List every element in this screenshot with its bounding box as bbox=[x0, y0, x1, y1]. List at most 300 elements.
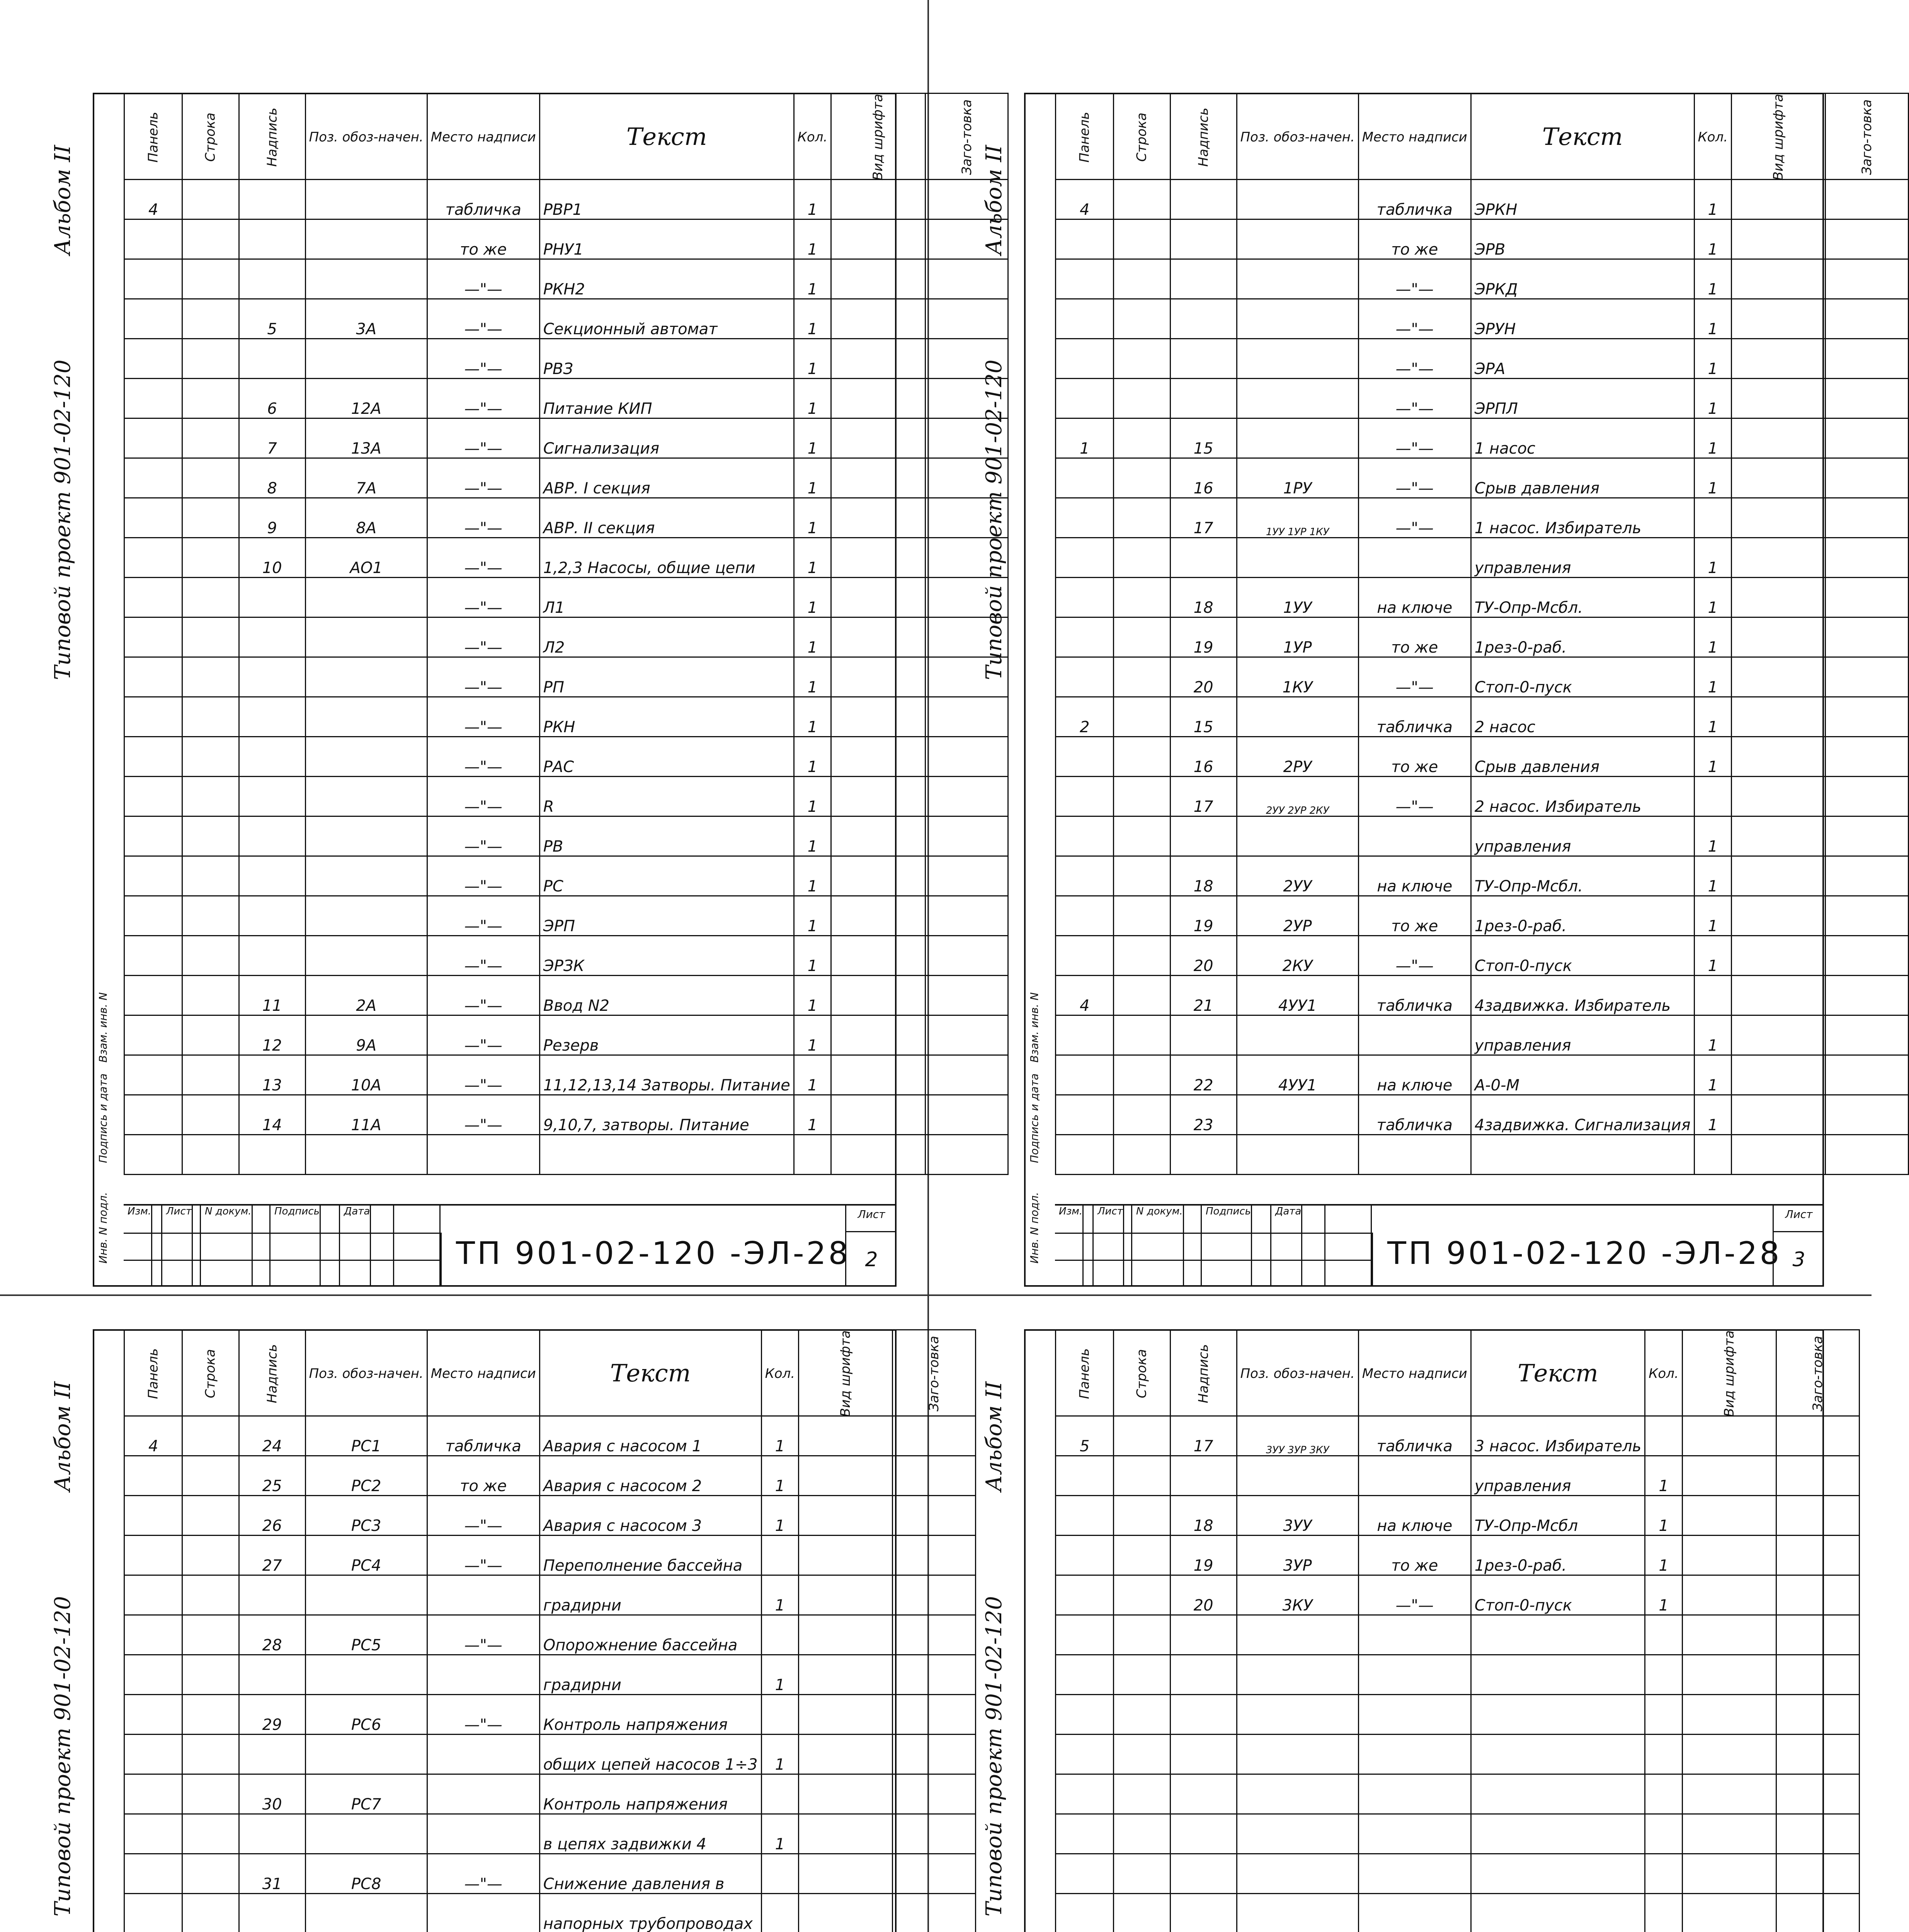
table-cell bbox=[761, 1774, 798, 1814]
table-cell bbox=[182, 1774, 239, 1814]
table-cell: 3 насос. Избиратель bbox=[1471, 1416, 1645, 1456]
table-cell bbox=[1056, 1496, 1114, 1536]
table-cell bbox=[1732, 498, 1826, 538]
table-cell bbox=[1776, 1655, 1860, 1695]
table-cell bbox=[124, 458, 182, 498]
table-cell bbox=[1471, 1774, 1645, 1814]
table-cell: Питание КИП bbox=[539, 379, 794, 418]
table-cell bbox=[1826, 1095, 1909, 1135]
side-stamp-label: Взам. инв. N bbox=[1028, 992, 1041, 1063]
table-cell bbox=[182, 1695, 239, 1735]
table-cell: 1 bbox=[761, 1814, 798, 1854]
table-cell bbox=[182, 896, 239, 936]
header-label: Строка bbox=[202, 112, 218, 162]
table-row bbox=[1056, 1015, 1909, 1055]
table-cell bbox=[1056, 1894, 1114, 1932]
header-label: Заго-товка bbox=[959, 99, 975, 175]
table-cell bbox=[831, 259, 925, 299]
table-cell bbox=[893, 1416, 976, 1456]
table-cell: РС bbox=[539, 856, 794, 896]
table-cell bbox=[305, 697, 427, 737]
table-cell bbox=[124, 657, 182, 697]
table-cell bbox=[1682, 1695, 1776, 1735]
sidebar-labels bbox=[982, 93, 1041, 1287]
table-cell bbox=[182, 697, 239, 737]
table-row bbox=[124, 1095, 1008, 1135]
table-cell bbox=[1732, 418, 1826, 458]
table-cell: 1 bbox=[794, 180, 831, 219]
table-row bbox=[1056, 339, 1909, 379]
table-cell bbox=[1732, 657, 1826, 697]
table-cell: 21 bbox=[1170, 976, 1237, 1015]
table-cell: табличка bbox=[1358, 976, 1471, 1015]
table-cell bbox=[1237, 379, 1358, 418]
table-row bbox=[1056, 657, 1909, 697]
table-row bbox=[124, 1055, 1008, 1095]
table-row bbox=[124, 737, 1008, 777]
table-cell: Переполнение бассейна bbox=[539, 1536, 761, 1575]
title-block-label: Дата bbox=[344, 1206, 371, 1287]
table-cell bbox=[182, 1416, 239, 1456]
table-cell bbox=[1732, 339, 1826, 379]
header-label: Строка bbox=[1134, 1349, 1150, 1398]
table-cell bbox=[831, 418, 925, 458]
table-cell: управления bbox=[1471, 1456, 1645, 1496]
table-cell: Секционный автомат bbox=[539, 299, 794, 339]
table-cell bbox=[831, 578, 925, 617]
table-cell bbox=[1645, 1695, 1682, 1735]
table-cell: 1 bbox=[761, 1655, 798, 1695]
table-cell bbox=[1826, 180, 1909, 219]
table-cell: 9,10,7, затворы. Питание bbox=[539, 1095, 794, 1135]
table-row bbox=[1056, 936, 1909, 976]
table-cell: 2УУ 2УР 2КУ bbox=[1237, 777, 1358, 816]
sheet-number: 3 bbox=[1792, 1248, 1805, 1271]
table-cell bbox=[124, 697, 182, 737]
table-cell bbox=[1114, 219, 1170, 259]
table-cell bbox=[1471, 1655, 1645, 1695]
header-inscription bbox=[1170, 1330, 1237, 1416]
table-cell: 1 bbox=[1694, 697, 1731, 737]
table-cell bbox=[1114, 816, 1170, 856]
table-cell bbox=[831, 697, 925, 737]
table-cell bbox=[1170, 259, 1237, 299]
table-row bbox=[1056, 737, 1909, 777]
table-cell bbox=[124, 617, 182, 657]
table-cell: 19 bbox=[1170, 1536, 1237, 1575]
table-cell: РС8 bbox=[305, 1854, 427, 1894]
table-cell bbox=[1237, 697, 1358, 737]
table-cell: —"— bbox=[1358, 259, 1471, 299]
table-cell bbox=[1682, 1575, 1776, 1615]
table-cell: табличка bbox=[1358, 1416, 1471, 1456]
title-block-label: N докум. bbox=[1136, 1206, 1184, 1287]
table-cell bbox=[1170, 219, 1237, 259]
header-text bbox=[1471, 1330, 1645, 1416]
table-cell: РП bbox=[539, 657, 794, 697]
header-font bbox=[799, 1330, 893, 1416]
table-cell bbox=[305, 1894, 427, 1932]
table-cell bbox=[799, 1456, 893, 1496]
table-cell bbox=[1056, 737, 1114, 777]
header-text bbox=[539, 94, 794, 180]
table-cell bbox=[1732, 458, 1826, 498]
header-label: Текст bbox=[1518, 1359, 1598, 1387]
table-cell bbox=[182, 617, 239, 657]
table-cell bbox=[1358, 1854, 1471, 1894]
table-row bbox=[124, 1575, 976, 1615]
table-cell: РКН2 bbox=[539, 259, 794, 299]
spec-table bbox=[1055, 93, 1909, 1175]
table-cell: 2КУ bbox=[1237, 936, 1358, 976]
table-cell bbox=[799, 1894, 893, 1932]
table-cell bbox=[1694, 1135, 1731, 1175]
table-cell: 12А bbox=[305, 379, 427, 418]
table-row bbox=[1056, 299, 1909, 339]
table-cell bbox=[1114, 1695, 1170, 1735]
table-cell: ЭРКН bbox=[1471, 180, 1694, 219]
table-cell: РВ bbox=[539, 816, 794, 856]
table-cell bbox=[1682, 1774, 1776, 1814]
table-cell bbox=[239, 1575, 305, 1615]
table-cell bbox=[1732, 180, 1826, 219]
table-row bbox=[1056, 1774, 1860, 1814]
header-label: Кол. bbox=[797, 129, 828, 145]
header-text bbox=[539, 1330, 761, 1416]
table-cell bbox=[1237, 1814, 1358, 1854]
table-row bbox=[1056, 1416, 1860, 1456]
table-cell: Срыв давления bbox=[1471, 458, 1694, 498]
table-cell: 1 bbox=[794, 219, 831, 259]
table-cell: то же bbox=[1358, 617, 1471, 657]
table-cell bbox=[124, 777, 182, 816]
project-label: Типовой проект 901-02-120 bbox=[982, 1596, 1007, 1917]
table-cell bbox=[1170, 1655, 1237, 1695]
table-cell: 1 bbox=[794, 418, 831, 458]
header-label: Вид шрифта bbox=[870, 94, 886, 181]
table-cell: Срыв давления bbox=[1471, 737, 1694, 777]
table-cell: А-0-М bbox=[1471, 1055, 1694, 1095]
table-cell: 1 bbox=[794, 498, 831, 538]
table-cell bbox=[1114, 578, 1170, 617]
table-cell: 4УУ1 bbox=[1237, 976, 1358, 1015]
table-cell bbox=[182, 458, 239, 498]
sidebar-labels bbox=[982, 1329, 1012, 1932]
table-cell: 2УР bbox=[1237, 896, 1358, 936]
table-cell bbox=[1237, 538, 1358, 578]
table-cell bbox=[1056, 379, 1114, 418]
table-cell bbox=[1237, 1854, 1358, 1894]
table-cell: —"— bbox=[427, 737, 539, 777]
header-pos bbox=[1237, 1330, 1358, 1416]
table-row bbox=[124, 1854, 976, 1894]
table-cell: Сигнализация bbox=[539, 418, 794, 458]
table-cell bbox=[893, 1575, 976, 1615]
table-cell: 5 bbox=[239, 299, 305, 339]
table-cell: 18 bbox=[1170, 578, 1237, 617]
table-row bbox=[1056, 1055, 1909, 1095]
table-cell bbox=[1826, 458, 1909, 498]
table-cell: управления bbox=[1471, 816, 1694, 856]
table-cell: РС5 bbox=[305, 1615, 427, 1655]
table-cell: табличка bbox=[427, 1416, 539, 1456]
header-label: Кол. bbox=[1698, 129, 1728, 145]
table-cell bbox=[1732, 936, 1826, 976]
side-stamp-label: Инв. N подл. bbox=[1028, 1192, 1041, 1264]
table-cell: —"— bbox=[427, 1015, 539, 1055]
table-cell bbox=[1114, 418, 1170, 458]
table-cell: ЭРПЛ bbox=[1471, 379, 1694, 418]
table-cell bbox=[1237, 1774, 1358, 1814]
table-cell bbox=[799, 1735, 893, 1774]
table-cell bbox=[1237, 1456, 1358, 1496]
table-cell: Контроль напряжения bbox=[539, 1774, 761, 1814]
table-cell: —"— bbox=[427, 617, 539, 657]
table-cell: —"— bbox=[427, 1615, 539, 1655]
table-cell bbox=[1114, 299, 1170, 339]
table-cell: 1 bbox=[1694, 737, 1731, 777]
table-cell bbox=[1114, 379, 1170, 418]
table-cell: ЭРП bbox=[539, 896, 794, 936]
table-cell: табличка bbox=[1358, 697, 1471, 737]
table-cell bbox=[1237, 418, 1358, 458]
table-cell bbox=[182, 1456, 239, 1496]
table-cell bbox=[1056, 1655, 1114, 1695]
table-cell bbox=[239, 936, 305, 976]
table-cell bbox=[1682, 1655, 1776, 1695]
table-cell bbox=[1114, 1055, 1170, 1095]
table-cell: —"— bbox=[427, 976, 539, 1015]
drawing-sheet bbox=[50, 1329, 942, 1932]
table-cell: Авария с насосом 1 bbox=[539, 1416, 761, 1456]
table-cell: Авария с насосом 3 bbox=[539, 1496, 761, 1536]
sidebar-labels bbox=[50, 93, 109, 1287]
table-cell: —"— bbox=[427, 896, 539, 936]
table-cell bbox=[1114, 339, 1170, 379]
table-cell bbox=[893, 1536, 976, 1575]
side-stamp-label: Инв. N подл. bbox=[97, 1192, 109, 1264]
table-cell: 1 bbox=[1694, 339, 1731, 379]
table-cell bbox=[1826, 219, 1909, 259]
spec-table bbox=[1055, 1329, 1860, 1932]
table-cell: 3УУ 3УР 3КУ bbox=[1237, 1416, 1358, 1456]
header-blank bbox=[1826, 94, 1909, 180]
table-cell bbox=[182, 180, 239, 219]
table-cell bbox=[1471, 1695, 1645, 1735]
table-cell: градирни bbox=[539, 1655, 761, 1695]
table-cell: —"— bbox=[427, 498, 539, 538]
table-cell bbox=[1776, 1814, 1860, 1854]
table-cell bbox=[182, 1095, 239, 1135]
table-cell bbox=[831, 458, 925, 498]
table-cell bbox=[831, 339, 925, 379]
table-cell: 15 bbox=[1170, 418, 1237, 458]
table-cell bbox=[124, 1655, 182, 1695]
table-cell bbox=[182, 1015, 239, 1055]
table-cell: 4 bbox=[1056, 180, 1114, 219]
table-cell bbox=[239, 1735, 305, 1774]
table-cell bbox=[124, 1015, 182, 1055]
table-header bbox=[1056, 1330, 1860, 1416]
table-cell: 30 bbox=[239, 1774, 305, 1814]
header-label: Кол. bbox=[1649, 1366, 1679, 1381]
table-cell: РС4 bbox=[305, 1536, 427, 1575]
table-cell: 1 bbox=[761, 1735, 798, 1774]
table-cell bbox=[1732, 737, 1826, 777]
table-cell bbox=[427, 1735, 539, 1774]
table-cell: —"— bbox=[427, 259, 539, 299]
table-cell bbox=[305, 180, 427, 219]
table-cell: РС3 bbox=[305, 1496, 427, 1536]
album-label: Альбом II bbox=[982, 1381, 1007, 1492]
title-block-label: Изм. bbox=[128, 1206, 152, 1287]
table-cell bbox=[1056, 816, 1114, 856]
table-cell: Л1 bbox=[539, 578, 794, 617]
table-cell: градирни bbox=[539, 1575, 761, 1615]
table-cell bbox=[1237, 816, 1358, 856]
table-cell: РС1 bbox=[305, 1416, 427, 1456]
table-cell: 1 bbox=[1694, 458, 1731, 498]
table-cell bbox=[1694, 777, 1731, 816]
table-cell: 1 bbox=[1694, 299, 1731, 339]
table-cell bbox=[124, 976, 182, 1015]
table-cell: 9А bbox=[305, 1015, 427, 1055]
table-cell: ЭРВ bbox=[1471, 219, 1694, 259]
table-cell bbox=[1471, 1894, 1645, 1932]
table-cell bbox=[1826, 578, 1909, 617]
header-label: Текст bbox=[1542, 122, 1623, 151]
header-inscription bbox=[239, 1330, 305, 1416]
table-cell: 1 bbox=[794, 976, 831, 1015]
table-cell bbox=[1237, 1135, 1358, 1175]
table-cell bbox=[761, 1894, 798, 1932]
table-cell: 3А bbox=[305, 299, 427, 339]
table-cell bbox=[124, 1055, 182, 1095]
sheet-label: Лист bbox=[1774, 1208, 1824, 1232]
table-cell bbox=[1056, 856, 1114, 896]
table-cell bbox=[1056, 1774, 1114, 1814]
table-cell bbox=[1471, 1615, 1645, 1655]
table-cell: то же bbox=[1358, 896, 1471, 936]
table-cell: АО1 bbox=[305, 538, 427, 578]
table-cell: 27 bbox=[239, 1536, 305, 1575]
table-cell bbox=[1826, 657, 1909, 697]
header-label: Заго-товка bbox=[926, 1336, 942, 1412]
header-label: Поз. обоз-начен. bbox=[309, 129, 424, 145]
table-cell bbox=[1114, 1416, 1170, 1456]
table-cell: 1УУ 1УР 1КУ bbox=[1237, 498, 1358, 538]
header-label: Поз. обоз-начен. bbox=[309, 1366, 424, 1381]
table-row bbox=[1056, 458, 1909, 498]
table-cell: 2РУ bbox=[1237, 737, 1358, 777]
table-cell bbox=[831, 777, 925, 816]
table-cell bbox=[124, 936, 182, 976]
table-cell: 1 bbox=[1694, 379, 1731, 418]
table-cell bbox=[799, 1496, 893, 1536]
table-cell bbox=[799, 1575, 893, 1615]
table-cell: 1рез-0-раб. bbox=[1471, 617, 1694, 657]
table-row bbox=[124, 1695, 976, 1735]
table-cell: 1 bbox=[794, 777, 831, 816]
table-cell bbox=[1056, 1135, 1114, 1175]
header-row bbox=[182, 1330, 239, 1416]
table-cell bbox=[1056, 538, 1114, 578]
table-row bbox=[124, 458, 1008, 498]
table-row bbox=[124, 1135, 1008, 1175]
table-cell bbox=[182, 936, 239, 976]
table-cell bbox=[1732, 896, 1826, 936]
table-cell bbox=[1114, 538, 1170, 578]
table-cell bbox=[831, 1055, 925, 1095]
table-cell bbox=[1056, 1536, 1114, 1575]
table-cell bbox=[124, 1135, 182, 1175]
table-cell bbox=[1358, 1695, 1471, 1735]
table-cell bbox=[1170, 1015, 1237, 1055]
table-cell: —"— bbox=[1358, 936, 1471, 976]
table-row bbox=[1056, 578, 1909, 617]
table-cell bbox=[1114, 180, 1170, 219]
table-cell bbox=[427, 1655, 539, 1695]
table-row bbox=[124, 1655, 976, 1695]
table-row bbox=[124, 936, 1008, 976]
table-cell: 5 bbox=[1056, 1416, 1114, 1456]
table-cell: 1 bbox=[1694, 1015, 1731, 1055]
table-cell bbox=[1776, 1536, 1860, 1575]
table-cell bbox=[1170, 538, 1237, 578]
table-cell: 20 bbox=[1170, 657, 1237, 697]
table-cell bbox=[761, 1695, 798, 1735]
table-cell bbox=[761, 1854, 798, 1894]
table-cell bbox=[1114, 697, 1170, 737]
table-cell: 18 bbox=[1170, 1496, 1237, 1536]
table-cell: 26 bbox=[239, 1496, 305, 1536]
header-inscription bbox=[1170, 94, 1237, 180]
table-cell bbox=[893, 1774, 976, 1814]
table-cell bbox=[831, 737, 925, 777]
table-cell bbox=[124, 1814, 182, 1854]
table-cell bbox=[124, 498, 182, 538]
table-cell bbox=[1114, 856, 1170, 896]
table-cell: в цепях задвижки 4 bbox=[539, 1814, 761, 1854]
table-cell: 28 bbox=[239, 1615, 305, 1655]
table-cell bbox=[1056, 498, 1114, 538]
table-row bbox=[1056, 816, 1909, 856]
table-cell bbox=[893, 1854, 976, 1894]
header-panel bbox=[124, 94, 182, 180]
table-cell bbox=[1114, 777, 1170, 816]
table-cell: 1 bbox=[794, 936, 831, 976]
project-label: Типовой проект 901-02-120 bbox=[982, 359, 1007, 680]
spec-table bbox=[124, 1329, 976, 1932]
table-cell bbox=[1237, 1735, 1358, 1774]
table-row bbox=[124, 617, 1008, 657]
table-cell: 1 bbox=[794, 657, 831, 697]
table-cell bbox=[1237, 1655, 1358, 1695]
table-cell: 4задвижка. Сигнализация bbox=[1471, 1095, 1694, 1135]
table-cell: РС2 bbox=[305, 1456, 427, 1496]
table-cell bbox=[305, 816, 427, 856]
table-cell bbox=[1170, 1695, 1237, 1735]
table-cell bbox=[124, 1536, 182, 1575]
table-cell bbox=[893, 1615, 976, 1655]
table-cell: 1 bbox=[794, 1055, 831, 1095]
table-row bbox=[1056, 617, 1909, 657]
table-cell bbox=[305, 578, 427, 617]
table-cell: 10 bbox=[239, 538, 305, 578]
table-cell bbox=[305, 777, 427, 816]
table-cell: ЭРЗК bbox=[539, 936, 794, 976]
table-cell bbox=[1114, 1655, 1170, 1695]
